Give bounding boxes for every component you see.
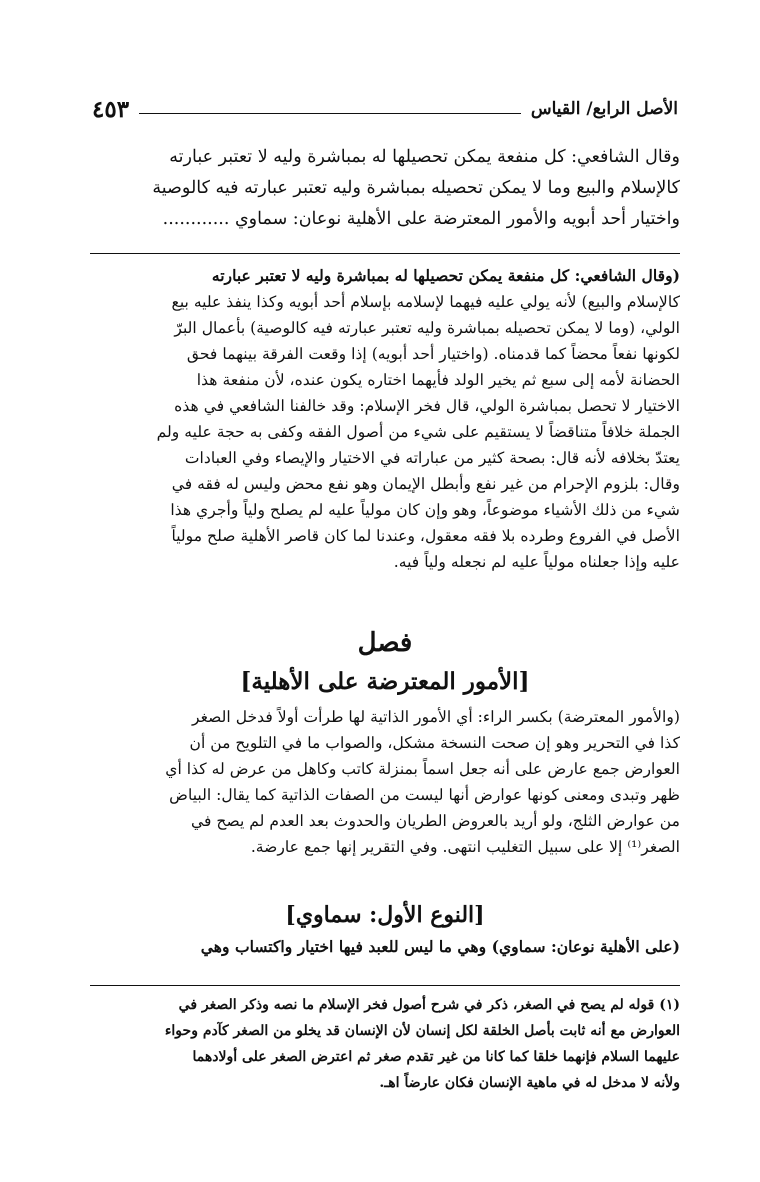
matn-line: واختيار أحد أبويه والأمور المعترضة على الأهلية نوعان: سماوي ............ xyxy=(162,209,680,229)
section-heading xyxy=(90,624,680,702)
commentary-text xyxy=(90,263,680,575)
matn-text xyxy=(90,142,680,235)
footnote xyxy=(90,992,680,1096)
commentary-text-3 xyxy=(90,934,680,960)
subsection-heading: [النوع الأول: سماوي] xyxy=(285,902,485,928)
footnote-line: ولأنه لا مدخل له في ماهية الإنسان فكان عارضاً اهـ. xyxy=(379,1075,680,1091)
commentary-line: عليه وإذا جعلناه مولياً عليه لم نجعله ولياً فيه. xyxy=(393,553,680,571)
commentary-line: الاختيار لا تحصل بمباشرة الولي، قال فخر الإسلام: وقد خالفنا الشافعي في هذه xyxy=(174,397,680,415)
footnote-line: (١) قوله لم يصح في الصغر، ذكر في شرح أصول فخر الإسلام ما نصه وذكر الصغر في xyxy=(178,997,680,1013)
commentary-line: الحضانة لأمه إلى سبع ثم يخير الولد فأيهما اختاره يكون عنده، لأن منفعة هذا xyxy=(196,371,680,389)
commentary-line: كذا في التحرير وهو إن صحت النسخة مشكل، والصواب ما في التلويح من أن xyxy=(189,734,680,752)
section-subtitle: [الأمور المعترضة على الأهلية] xyxy=(240,668,530,695)
commentary-line: لكونها نفعاً محضاً كما قدمناه. (واختيار أحد أبويه) إذا وقعت الفرقة بينهما فحق xyxy=(186,345,680,363)
commentary-line: الجملة خلافاً متناقضاً لا يستقيم على شيء من أصول الفقه وكفى به حجة عليه ولم xyxy=(156,423,680,441)
commentary-line: العوارض جمع عارض على أنه جعل اسماً بمنزلة كاتب وكاهل من عرض له كذا أي xyxy=(165,760,680,778)
section-title: فصل xyxy=(357,628,413,658)
commentary-text-2 xyxy=(90,704,680,860)
commentary-line: الصغر⁽¹⁾ إلا على سبيل التغليب انتهى. وفي التقرير إنها جمع عارضة. xyxy=(250,838,680,856)
page-header xyxy=(92,92,678,126)
header-rule xyxy=(139,113,521,114)
commentary-line: ظهر وتبدى ومعنى كونها عوارض أنها ليست من الصفات الذاتية كما يقال: البياض xyxy=(169,786,680,804)
commentary-line: (على الأهلية نوعان: سماوي) وهي ما ليس للعبد فيها اختيار واكتساب وهي xyxy=(200,937,680,956)
matn-separator xyxy=(90,253,680,254)
commentary-line: كالإسلام والبيع) لأنه يولي عليه فيهما لإسلامه بإسلام أحد أبويه وكذا ينفذ عليه بيع xyxy=(171,293,680,311)
commentary-line: وقال: بلزوم الإحرام من غير نفع وأبطل الإيمان وهو نفع محض وليس له فقه في xyxy=(171,475,680,493)
footnote-line: العوارض مع أنه ثابت بأصل الخلقة لكل إنسان لأن الإنسان قد يخلو من الصغر كآدم وحواء xyxy=(164,1023,680,1039)
commentary-line: الأصل في الفروع وطرده بلا فقه معقول، وعندنا لما كان قاصر الأهلية صلح مولياً xyxy=(171,527,680,545)
commentary-line: يعتدّ بخلافه لأنه قال: بصحة كثير من عباراته في الاختيار والإيصاء وفي العبادات xyxy=(184,449,680,467)
page-number: ٤٥٣ xyxy=(92,95,130,123)
commentary-line: الولي، (وما لا يمكن تحصيله بمباشرة وليه تعتبر عبارته فيه كالوصية) بأعمال البرّ xyxy=(174,319,680,337)
matn-line: كالإسلام والبيع وما لا يمكن تحصيله بمباشرة وليه تعتبر عبارته فيه كالوصية xyxy=(152,178,680,198)
commentary-line: (والأمور المعترضة) بكسر الراء: أي الأمور الذاتية لها طرأت أولاً فدخل الصغر xyxy=(192,708,680,726)
commentary-line: من عوارض الثلج، ولو أريد بالعروض الطريان والحدوث بعد العدم لم يصح في xyxy=(190,812,680,830)
commentary-line: شيء من ذلك الأشياء موضوعاً، وهو وإن كان مولياً عليه لم يصلح ولياً وأجري هذا xyxy=(170,501,680,519)
footnote-line: عليهما السلام فإنهما خلقا كما كانا من غير تقدم صغر ثم اعترض الصغر على أولادهما xyxy=(192,1049,680,1065)
chapter-title: الأصل الرابع/ القياس xyxy=(530,99,678,119)
footnote-separator xyxy=(90,985,680,986)
commentary-line: (وقال الشافعي: كل منفعة يمكن تحصيلها له بمباشرة وليه لا تعتبر عبارته xyxy=(211,266,680,285)
matn-line: وقال الشافعي: كل منفعة يمكن تحصيلها له بمباشرة وليه لا تعتبر عبارته xyxy=(169,147,680,167)
